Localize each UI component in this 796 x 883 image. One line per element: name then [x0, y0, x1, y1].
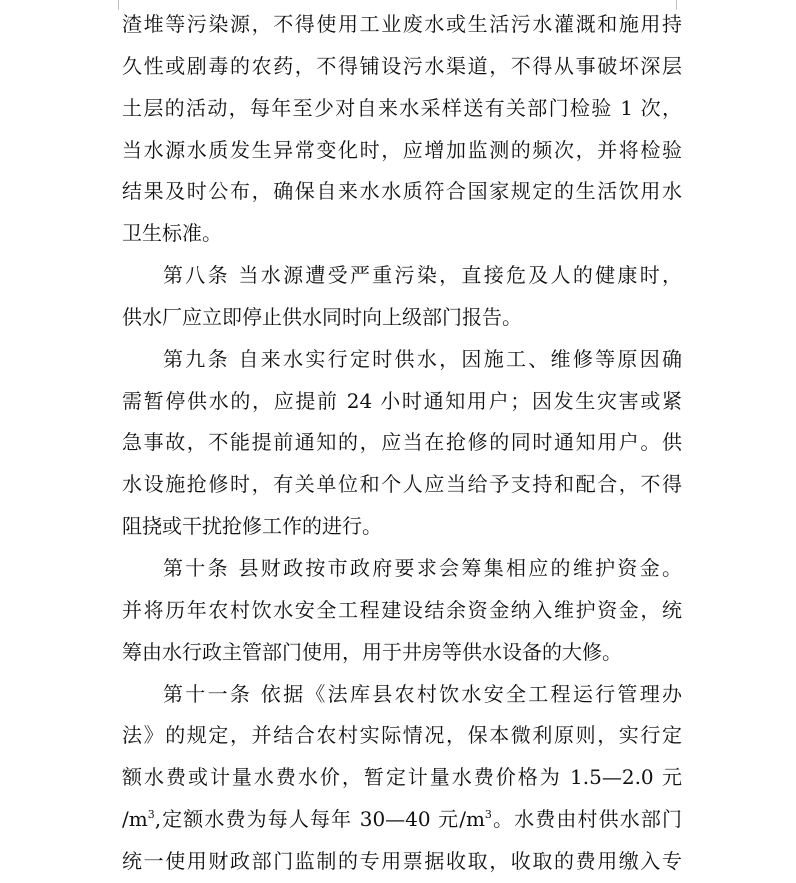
text-line: 急事故，不能提前通知的，应当在抢修的同时通知用户。供 — [122, 430, 682, 455]
document-body — [122, 4, 682, 883]
article-9-line: 第九条 自来水实行定时供水，因施工、维修等原因确 — [163, 346, 682, 371]
text-line: 卫生标准。 — [122, 221, 222, 246]
unit-text: /m — [122, 807, 148, 832]
text-line: 需暂停供水的，应提前 24 小时通知用户；因发生灾害或紧 — [122, 388, 682, 413]
text-line: 土层的活动，每年至少对自来水采样送有关部门检验 1 次， — [122, 95, 682, 120]
text-line: 久性或剧毒的农药，不得铺设污水渠道，不得从事破坏深层 — [122, 53, 682, 78]
text-line: 并将历年农村饮水安全工程建设结余资金纳入维护资金，统 — [122, 597, 682, 622]
text-line: 结果及时公布，确保自来水水质符合国家规定的生活饮用水 — [122, 179, 682, 204]
line-text: 。水费由村供水部门 — [491, 807, 682, 832]
text-line: 供水厂应立即停止供水同时向上级部门报告。 — [122, 304, 522, 329]
article-11-line: 第十一条 依据《法库县农村饮水安全工程运行管理办 — [163, 681, 682, 706]
text-line: 阻挠或干扰抢修工作的进行。 — [122, 514, 382, 539]
superscript: 3 — [484, 808, 492, 822]
text-line: 水设施抢修时，有关单位和个人应当给予支持和配合，不得 — [122, 472, 682, 497]
superscript: 3 — [147, 808, 155, 822]
text-line: 额水费或计量水费水价，暂定计量水费价格为 1.5—2.0 元 — [122, 765, 682, 790]
article-8-line: 第八条 当水源遭受严重污染，直接危及人的健康时， — [163, 263, 682, 288]
text-line: 统一使用财政部门监制的专用票据收取，收取的费用缴入专 — [122, 848, 682, 873]
text-line: 当水源水质发生异常变化时，应增加监测的频次，并将检验 — [122, 137, 682, 162]
article-10-line: 第十条 县财政按市政府要求会筹集相应的维护资金。 — [163, 555, 682, 580]
line-text: ,定额水费为每人每年 30—40 元/m — [154, 807, 485, 832]
left-margin-corner-mark — [96, 0, 119, 10]
text-line: 渣堆等污染源，不得使用工业废水或生活污水灌溉和施用持 — [122, 12, 682, 36]
text-line-with-superscript — [122, 799, 682, 841]
text-line: 法》的规定，并结合农村实际情况，保本微利原则，实行定 — [122, 723, 682, 748]
text-line: 筹由水行政主管部门使用，用于井房等供水设备的大修。 — [122, 639, 622, 664]
